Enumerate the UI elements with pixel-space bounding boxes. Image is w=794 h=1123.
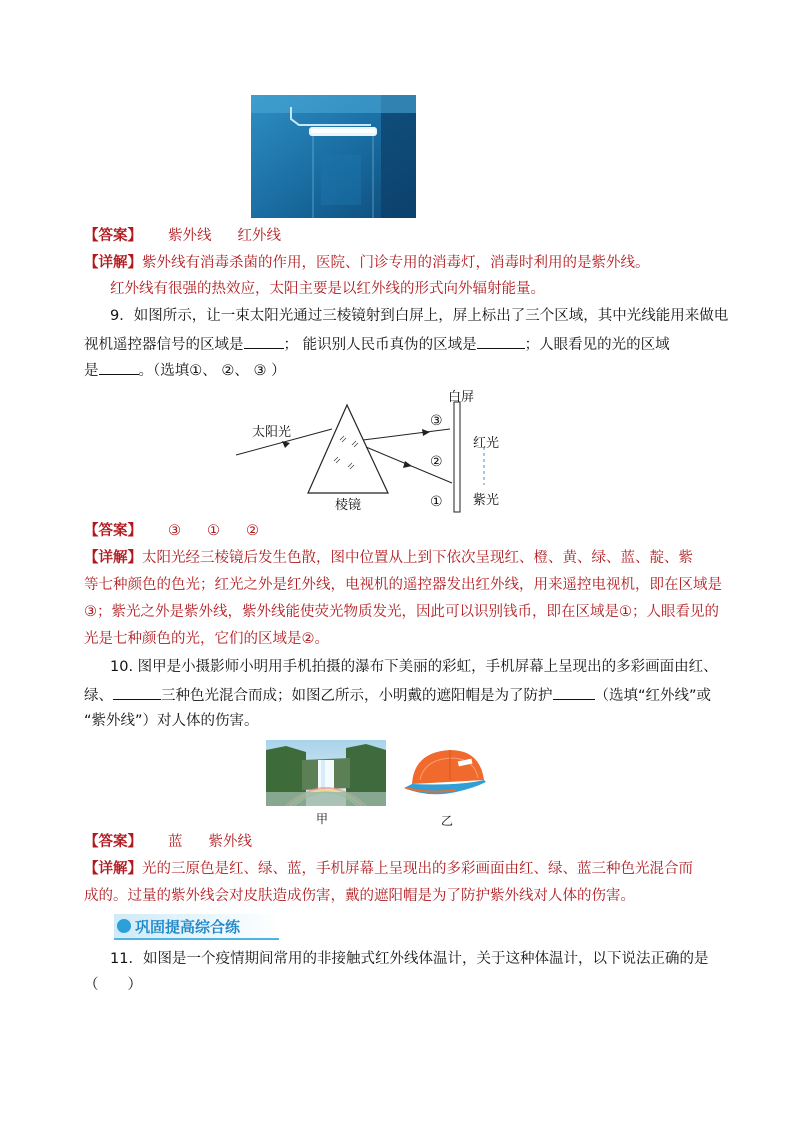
sun-hat-photo — [398, 740, 498, 806]
q11-question-line: （ ） — [84, 977, 142, 993]
q11-question-line: 11．如图是一个疫情期间常用的非接触式红外线体温计，关于这种体温计，以下说法正确的是 — [110, 951, 709, 967]
answer-value: 紫外线 — [208, 834, 252, 850]
answer-blank — [553, 684, 595, 700]
answer-value: ② — [246, 523, 259, 539]
label-prism: 棱镜 — [335, 498, 362, 513]
q9-detail-line: ③；紫光之外是紫外线，紫外线能使荧光物质发光，因此可以识别钱币，即在区域是①；人眼看见的 — [84, 604, 719, 620]
caption-jia: 甲 — [316, 812, 329, 826]
label-red-light: 红光 — [473, 436, 500, 451]
region-mark-1: ① — [430, 494, 443, 510]
section-bullet-icon — [117, 919, 131, 933]
prism-shape — [308, 405, 388, 493]
uv-lamp-photo — [251, 95, 416, 218]
question-text: ；人眼看见的光的区域 — [524, 337, 670, 353]
detail-text: 太阳光经三棱镜后发生色散，图中位置从上到下依次呈现红、橙、黄、绿、蓝、靛、紫 — [142, 550, 693, 566]
q8-detail-line — [110, 279, 750, 299]
q10-question-line — [84, 684, 724, 706]
question-text: 9．如图所示，让一束太阳光通过三棱镜射到白屏上，屏上标出了三个区域，其中光线能用来做电 — [110, 308, 729, 324]
detail-tag: 【详解】 — [84, 861, 142, 877]
answer-blank — [244, 333, 284, 349]
region-mark-3: ③ — [430, 413, 443, 429]
question-text: 三种色光混合而成；如图乙所示，小明戴的遮阳帽是为了防护 — [161, 688, 553, 704]
white-screen — [454, 402, 460, 512]
detail-text: 紫外线有消毒杀菌的作用，医院、门诊专用的消毒灯，消毒时利用的是紫外线。 — [142, 255, 650, 271]
detail-text: 光的三原色是红、绿、蓝，手机屏幕上呈现出的多彩画面由红、绿、蓝三种色光混合而 — [142, 861, 693, 877]
question-text: ； 能识别人民币真伪的区域是 — [283, 337, 477, 353]
detail-tag: 【详解】 — [84, 550, 142, 566]
detail-text: 红外线有很强的热效应，太阳主要是以红外线的形式向外辐射能量。 — [110, 281, 545, 297]
label-sunlight: 太阳光 — [252, 425, 292, 440]
answer-value: 蓝 — [168, 834, 183, 850]
question-text: 是 — [84, 363, 99, 379]
q9-detail — [84, 548, 724, 568]
q9-detail-line: 等七种颜色的色光；红光之外是红外线，电视机的遥控器发出红外线，用来遥控电视机，即在区域是 — [84, 577, 722, 593]
region-mark-2: ② — [430, 454, 443, 470]
answer-tag: 【答案】 — [84, 834, 142, 850]
question-text: （选填“红外线”或 — [594, 688, 712, 704]
answer-value: ③ — [168, 523, 181, 539]
answer-tag: 【答案】 — [84, 228, 142, 244]
q8-detail — [84, 253, 724, 273]
detail-tag: 【详解】 — [84, 255, 142, 271]
waterfall-rainbow-photo — [266, 740, 386, 806]
answer-blank — [99, 359, 139, 375]
q8-answer — [84, 226, 724, 246]
label-white-screen: 白屏 — [448, 390, 475, 405]
q9-question-line — [110, 306, 750, 326]
q10-answer — [84, 832, 724, 852]
label-violet-light: 紫光 — [473, 493, 500, 508]
q10-detail — [84, 859, 724, 879]
section-title: 巩固提高综合练 — [135, 918, 241, 936]
q10-question-line: “紫外线”）对人体的伤害。 — [84, 713, 259, 729]
q9-question-line — [84, 359, 724, 381]
question-text: 。（选填①、 ②、 ③ ） — [138, 363, 286, 379]
q10-question-line: 10. 图甲是小摄影师小明用手机拍摄的瀑布下美丽的彩虹，手机屏幕上呈现出的多彩画面由红、 — [110, 659, 718, 675]
q9-question-line — [84, 333, 724, 355]
answer-value: 紫外线 — [168, 228, 212, 244]
q9-detail-line: 光是七种颜色的光，它们的区域是②。 — [84, 631, 329, 647]
answer-tag: 【答案】 — [84, 523, 142, 539]
question-text: 视机遥控器信号的区域是 — [84, 337, 244, 353]
q10-detail-line: 成的。过量的紫外线会对皮肤造成伤害，戴的遮阳帽是为了防护紫外线对人体的伤害。 — [84, 888, 635, 904]
question-text: 绿、 — [84, 688, 113, 704]
answer-value: ① — [207, 523, 220, 539]
answer-blank — [113, 684, 161, 700]
caption-yi: 乙 — [441, 814, 454, 828]
answer-value: 红外线 — [237, 228, 281, 244]
q9-answer — [84, 521, 724, 541]
answer-blank — [477, 333, 525, 349]
